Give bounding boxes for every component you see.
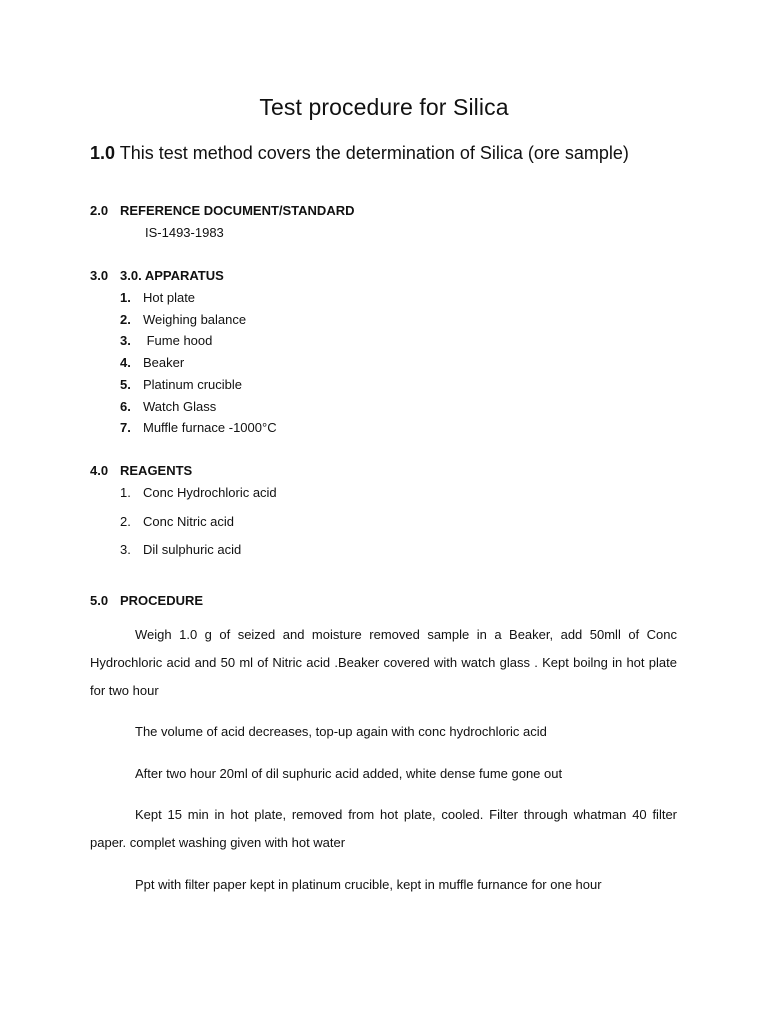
section-2-heading [90,203,354,218]
section-2-number: 2.0 [90,203,109,218]
apparatus-item [120,290,195,305]
reagent-item-number: 2. [120,514,131,529]
apparatus-item-number: 5. [120,377,131,392]
intro-number: 1.0 [90,143,116,163]
section-3-heading [90,268,224,283]
apparatus-item [120,399,216,414]
reagent-item-text: Conc Hydrochloric acid [143,485,277,500]
apparatus-item-number: 3. [120,333,131,348]
apparatus-item [120,312,246,327]
apparatus-item-number: 4. [120,355,131,370]
reagent-item-text: Dil sulphuric acid [143,542,242,557]
apparatus-item-number: 6. [120,399,131,414]
apparatus-item-text: Platinum crucible [143,377,242,392]
section-3-title: 3.0. APPARATUS [120,268,224,283]
apparatus-item-text: Weighing balance [143,312,247,327]
reagent-item [120,514,234,529]
apparatus-item-text: Hot plate [143,290,196,305]
section-5-number: 5.0 [90,593,109,608]
reference-standard: IS-1493-1983 [145,225,224,240]
reagent-item-number: 3. [120,542,131,557]
section-4-title: REAGENTS [120,463,193,478]
procedure-paragraph: The volume of acid decreases, top-up again with conc hydrochloric acid [135,724,547,739]
apparatus-item [120,420,277,435]
intro-text: This test method covers the determination of Silica (ore sample) [115,143,629,163]
apparatus-item-number: 1. [120,290,131,305]
section-2-title: REFERENCE DOCUMENT/STANDARD [120,203,355,218]
procedure-paragraph: After two hour 20ml of dil suphuric acid added, white dense fume gone out [135,766,563,781]
apparatus-item-number: 7. [120,420,131,435]
apparatus-item-number: 2. [120,312,131,327]
apparatus-item-text: Beaker [143,355,185,370]
reagent-item-number: 1. [120,485,131,500]
apparatus-item [120,333,212,348]
section-4-heading [90,463,192,478]
procedure-paragraph: Weigh 1.0 g of seized and moisture removed sample in a Beaker, add 50mll of Conc Hydrochloric acid and 50 ml of Nitric acid .Beaker covered with watch glass . Kept boilng in hot plate for two hour [90,627,677,698]
section-5-title: PROCEDURE [120,593,204,608]
intro-line [90,143,629,164]
apparatus-item-text: Watch Glass [143,399,217,414]
section-4-number: 4.0 [90,463,109,478]
apparatus-item [120,355,184,370]
reagent-item-text: Conc Nitric acid [143,514,235,529]
procedure-paragraph: Kept 15 min in hot plate, removed from hot plate, cooled. Filter through whatman 40 filter paper. complet washing given with hot water [90,807,677,850]
apparatus-item-text: Muffle furnace -1000°C [143,420,277,435]
section-5-heading [90,593,203,608]
reagent-item [120,485,277,500]
document-title: Test procedure for Silica [259,94,509,120]
apparatus-item [120,377,242,392]
section-3-number: 3.0 [90,268,109,283]
reagent-item [120,542,241,557]
apparatus-item-text: Fume hood [143,333,213,348]
procedure-paragraph: Ppt with filter paper kept in platinum crucible, kept in muffle furnance for one hour [135,877,602,892]
